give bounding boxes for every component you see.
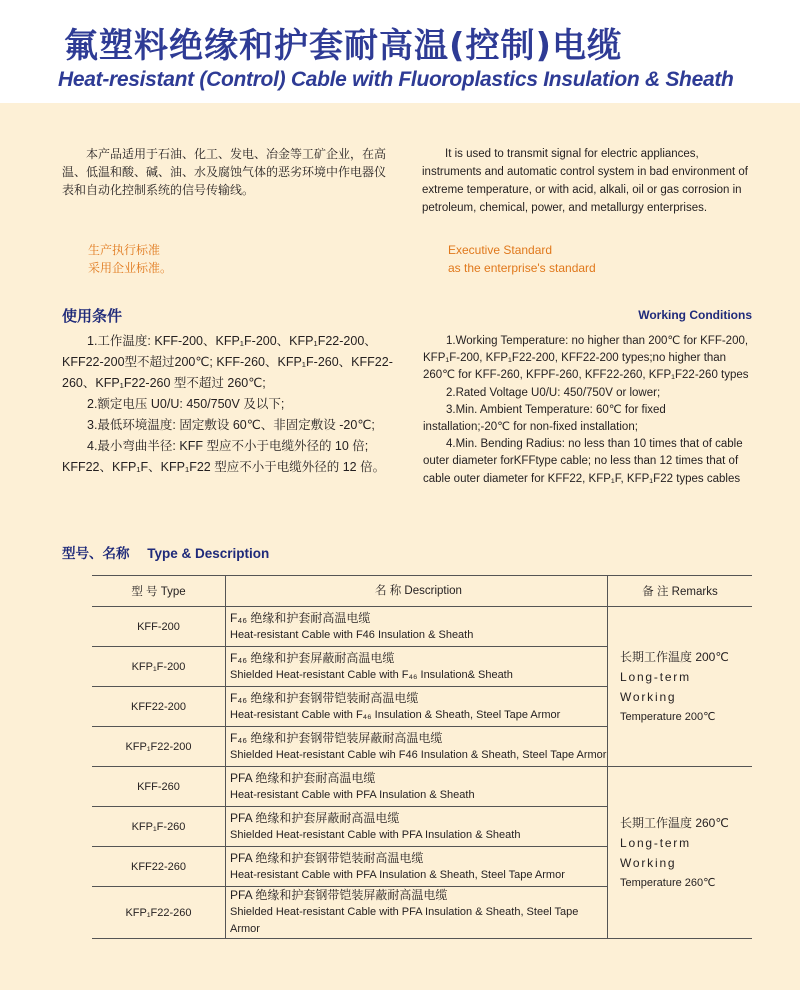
description-cell bbox=[226, 607, 608, 647]
description-cn: F₄₆ 绝缘和护套耐高温电缆 bbox=[230, 610, 371, 625]
remarks-cell bbox=[608, 767, 753, 939]
type-table bbox=[92, 575, 752, 939]
condition-item: 4.最小弯曲半径: KFF 型应不小于电缆外径的 10 倍; KFF22、KFP₁F、KFP₁F22 型应不小于电缆外径的 12 倍。 bbox=[62, 439, 386, 474]
type-cell: KFP₁F22-200 bbox=[92, 727, 226, 767]
description-en: Heat-resistant Cable with F46 Insulation & Sheath bbox=[230, 628, 474, 641]
type-cell: KFF-260 bbox=[92, 767, 226, 807]
description-en: Heat-resistant Cable with PFA Insulation & Sheath, Steel Tape Armor bbox=[230, 868, 565, 881]
remark-cn: 长期工作温度 200℃ bbox=[620, 649, 729, 664]
type-title-cn: 型号、名称 bbox=[62, 546, 130, 561]
standard-cn-label: 生产执行标准 bbox=[88, 243, 161, 257]
intro-cn: 本产品适用于石油、化工、发电、冶金等工矿企业，在高温、低温和酸、碱、油、水及腐蚀气体的恶劣环境中作电器仪表和自动化控制系统的信号传输线。 bbox=[62, 147, 387, 197]
standard-en-value: as the enterprise's standard bbox=[448, 261, 596, 275]
type-cell: KFP₁F22-260 bbox=[92, 887, 226, 939]
description-cell bbox=[226, 727, 608, 767]
description-en: Shielded Heat-resistant Cable with PFA Insulation & Sheath, Steel Tape Armor bbox=[230, 906, 579, 935]
type-cell: KFF22-200 bbox=[92, 687, 226, 727]
remark-en-1: Long-term Working bbox=[620, 835, 691, 870]
intro-en: It is used to transmit signal for electric appliances, instruments and automatic control system in bad environment of extreme temperature, or with acid, alkali, oil or gas corrosion in petroleum, chemical, power, and metallurgy enterprises. bbox=[422, 148, 748, 214]
description-cn: F₄₆ 绝缘和护套钢带铠装耐高温电缆 bbox=[230, 690, 419, 705]
condition-item: 4.Min. Bending Radius: no less than 10 times that of cable outer diameter forKFFtype cable; no less than 12 times that of cable outer diameter for KFF22, KFP₁F, KFP₁F22 types cables bbox=[423, 438, 743, 485]
description-en: Heat-resistant Cable with PFA Insulation & Sheath bbox=[230, 788, 475, 801]
type-cell: KFF-200 bbox=[92, 607, 226, 647]
description-en: Shielded Heat-resistant Cable with PFA Insulation & Sheath bbox=[230, 828, 521, 841]
table-header bbox=[92, 576, 752, 607]
type-cell: KFP₁F-260 bbox=[92, 807, 226, 847]
description-cn: F₄₆ 绝缘和护套钢带铠装屏蔽耐高温电缆 bbox=[230, 730, 443, 745]
remark-en-2: Temperature 260℃ bbox=[620, 876, 716, 889]
type-cell: KFP₁F-200 bbox=[92, 647, 226, 687]
condition-item: 3.Min. Ambient Temperature: 60℃ for fixed installation;-20℃ for non-fixed installation; bbox=[423, 403, 666, 434]
description-cn: PFA 绝缘和护套耐高温电缆 bbox=[230, 770, 376, 785]
condition-item: 1.工作温度: KFF-200、KFP₁F-200、KFP₁F22-200、KFF22-200型不超过200℃; KFF-260、KFP₁F-260、KFF22-260、KFP₁F22-260 型不超过 260℃; bbox=[62, 334, 393, 390]
conditions-cn bbox=[62, 331, 397, 478]
description-cell bbox=[226, 647, 608, 687]
table-row bbox=[92, 767, 752, 807]
condition-item: 1.Working Temperature: no higher than 200℃ for KFF-200, KFP₁F-200, KFP₁F22-200, KFF22-200 types;no higher than 260℃ for KFF-260, KFPF-260, KFF22-260, KFP₁F22-260 types bbox=[423, 335, 749, 382]
description-cn: PFA 绝缘和护套钢带铠装耐高温电缆 bbox=[230, 850, 424, 865]
type-section-title bbox=[62, 542, 269, 562]
header-description: 名 称 Description bbox=[226, 576, 608, 607]
description-cell bbox=[226, 847, 608, 887]
description-en: Shielded Heat-resistant Cable wih F46 Insulation & Sheath, Steel Tape Armor bbox=[230, 748, 607, 761]
description-en: Shielded Heat-resistant Cable with F₄₆ Insulation& Sheath bbox=[230, 668, 513, 681]
condition-item: 2.额定电压 U0/U: 450/750V 及以下; bbox=[87, 397, 285, 411]
description-cn: PFA 绝缘和护套钢带铠装屏蔽耐高温电缆 bbox=[230, 888, 448, 902]
conditions-title-cn: 使用条件 bbox=[62, 308, 123, 325]
title-en: Heat-resistant (Control) Cable with Fluoroplastics Insulation & Sheath bbox=[58, 68, 734, 91]
description-cn: PFA 绝缘和护套屏蔽耐高温电缆 bbox=[230, 810, 400, 825]
header-type: 型 号 Type bbox=[92, 576, 226, 607]
remark-en-2: Temperature 200℃ bbox=[620, 710, 716, 723]
header-remarks: 备 注 Remarks bbox=[608, 576, 753, 607]
standard-cn-value: 采用企业标准。 bbox=[88, 261, 173, 275]
conditions-title-en: Working Conditions bbox=[638, 308, 752, 322]
remark-en-1: Long-term Working bbox=[620, 669, 691, 704]
table-row bbox=[92, 607, 752, 647]
type-cell: KFF22-260 bbox=[92, 847, 226, 887]
condition-item: 3.最低环境温度: 固定敷设 60℃、非固定敷设 -20℃; bbox=[87, 418, 375, 432]
description-cell bbox=[226, 887, 608, 939]
standard-cn bbox=[88, 241, 172, 277]
standard-en bbox=[448, 241, 596, 277]
condition-item: 2.Rated Voltage U0/U: 450/750V or lower; bbox=[446, 386, 661, 399]
conditions-en bbox=[423, 333, 753, 488]
remarks-cell bbox=[608, 607, 753, 767]
header bbox=[0, 0, 800, 103]
title-cn: 氟塑料绝缘和护套耐高温(控制)电缆 bbox=[64, 26, 623, 66]
remark-cn: 长期工作温度 260℃ bbox=[620, 815, 729, 830]
type-title-en: Type & Description bbox=[147, 546, 270, 561]
description-cell bbox=[226, 807, 608, 847]
description-cell bbox=[226, 687, 608, 727]
description-en: Heat-resistant Cable with F₄₆ Insulation & Sheath, Steel Tape Armor bbox=[230, 708, 561, 721]
description-cn: F₄₆ 绝缘和护套屏蔽耐高温电缆 bbox=[230, 650, 395, 665]
description-cell bbox=[226, 767, 608, 807]
standard-en-label: Executive Standard bbox=[448, 243, 553, 257]
